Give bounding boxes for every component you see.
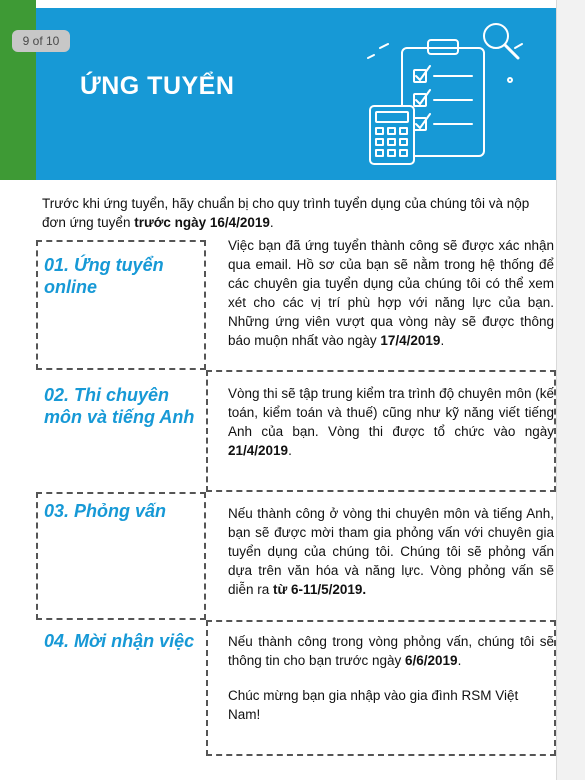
step-3-title: 03. Phỏng vấn [44,501,167,521]
intro-end: . [269,215,274,230]
clipboard-checklist-icon [360,18,530,168]
step-4-body: Nếu thành công trong vòng phỏng vấn, chúng tôi sẽ thông tin cho bạn trước ngày [228,634,554,668]
step-2-end: . [288,443,292,458]
step-1-text [228,236,554,350]
step-1-end: . [440,333,445,348]
step-2-title: 02. Thi chuyên môn và tiếng Anh [44,385,195,427]
step-3-text [228,504,554,599]
header [0,0,585,180]
step-4-text [228,632,554,670]
step-2-text [228,384,554,460]
step-4-date: 6/6/2019 [405,653,458,668]
page-title: ỨNG TUYỂN [80,72,235,100]
step-3-body: Nếu thành công ở vòng thi chuyên môn và tiếng Anh, bạn sẽ được mời tham gia phỏng vấn với chuyên gia tuyển dụng của chúng tôi. Chúng tôi sẽ phỏng vấn dựa trên văn hóa và năng lực. Vòng phỏng vấn sẽ diễn ra [228,506,554,597]
step-1-body: Việc bạn đã ứng tuyển thành công sẽ được xác nhận qua email. Hồ sơ của bạn sẽ nằm trong hệ thống để các chuyên gia tuyển dụng của chúng tôi có thể xem xét cho các vị trí phù hợp với năng lực của bạn. Những ứng viên vượt qua vòng này sẽ được thông báo muộn nhất vào ngày [228,238,554,348]
step-4-end: . [457,653,462,668]
green-accent-bar [0,0,36,180]
page-edge [556,0,585,780]
step-1-title: 01. Ứng tuyển online [44,255,164,297]
intro-text: Trước khi ứng tuyển, hãy chuẩn bị cho quy trình tuyển dụng của chúng tôi và nộp đơn ứng tuyển [42,196,530,230]
step-2-body: Vòng thi sẽ tập trung kiểm tra trình độ chuyên môn (kế toán, kiểm toán và thuế) cũng như kỹ năng viết tiếng Anh của bạn. Vòng thi được tổ chức vào ngày [228,386,554,439]
intro-paragraph [42,194,552,232]
page-indicator: 9 of 10 [12,30,70,52]
step-4-welcome: Chúc mừng bạn gia nhập vào gia đình RSM Việt Nam! [228,688,519,722]
step-1-date: 17/4/2019 [380,333,441,348]
step-2-date: 21/4/2019 [228,443,289,458]
step-3-date: từ 6-11/5/2019. [273,582,367,597]
intro-deadline: trước ngày 16/4/2019 [134,215,270,230]
step-4-title: 04. Mời nhận việc [44,631,195,651]
